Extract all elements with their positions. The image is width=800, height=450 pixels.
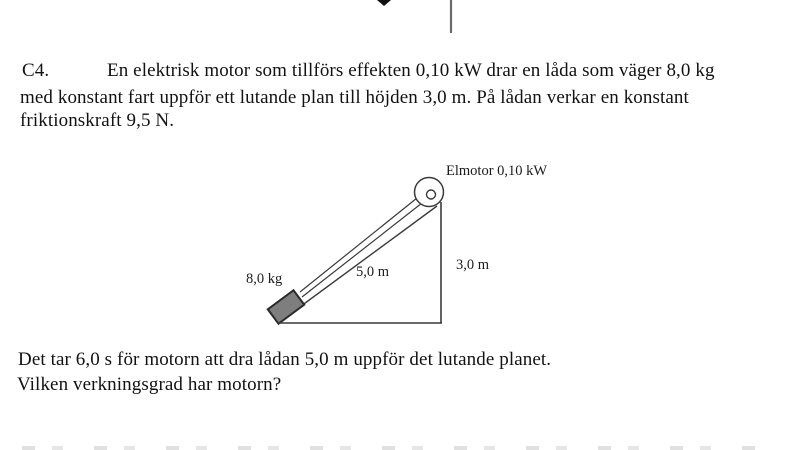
problem-text-line2: med konstant fart uppför ett lutande plan till höjden 3,0 m. På lådan verkar en konstant: [20, 87, 689, 108]
problem-text-line3: friktionskraft 9,5 N.: [20, 110, 175, 131]
mass-label: 8,0 kg: [246, 271, 283, 287]
problem-text-line1: En elektrisk motor som tillförs effekten 0,10 kW drar en låda som väger 8,0 kg: [107, 60, 715, 81]
cutoff-text-remnant: [22, 446, 770, 450]
height-label: 3,0 m: [456, 257, 490, 273]
cutoff-arrow-icon: [377, 0, 391, 6]
pulley-axle-icon: [427, 190, 436, 199]
question-text-line2: Vilken verkningsgrad har motorn?: [17, 374, 282, 395]
incline-length-label: 5,0 m: [356, 264, 390, 280]
rope-lower-line: [302, 203, 422, 297]
question-text-line1: Det tar 6,0 s för motorn att dra lådan 5,0 m uppför det lutande planet.: [18, 349, 552, 370]
motor-label: Elmotor 0,10 kW: [446, 163, 548, 179]
problem-number: C4.: [22, 60, 50, 81]
box-shape: [268, 290, 304, 324]
